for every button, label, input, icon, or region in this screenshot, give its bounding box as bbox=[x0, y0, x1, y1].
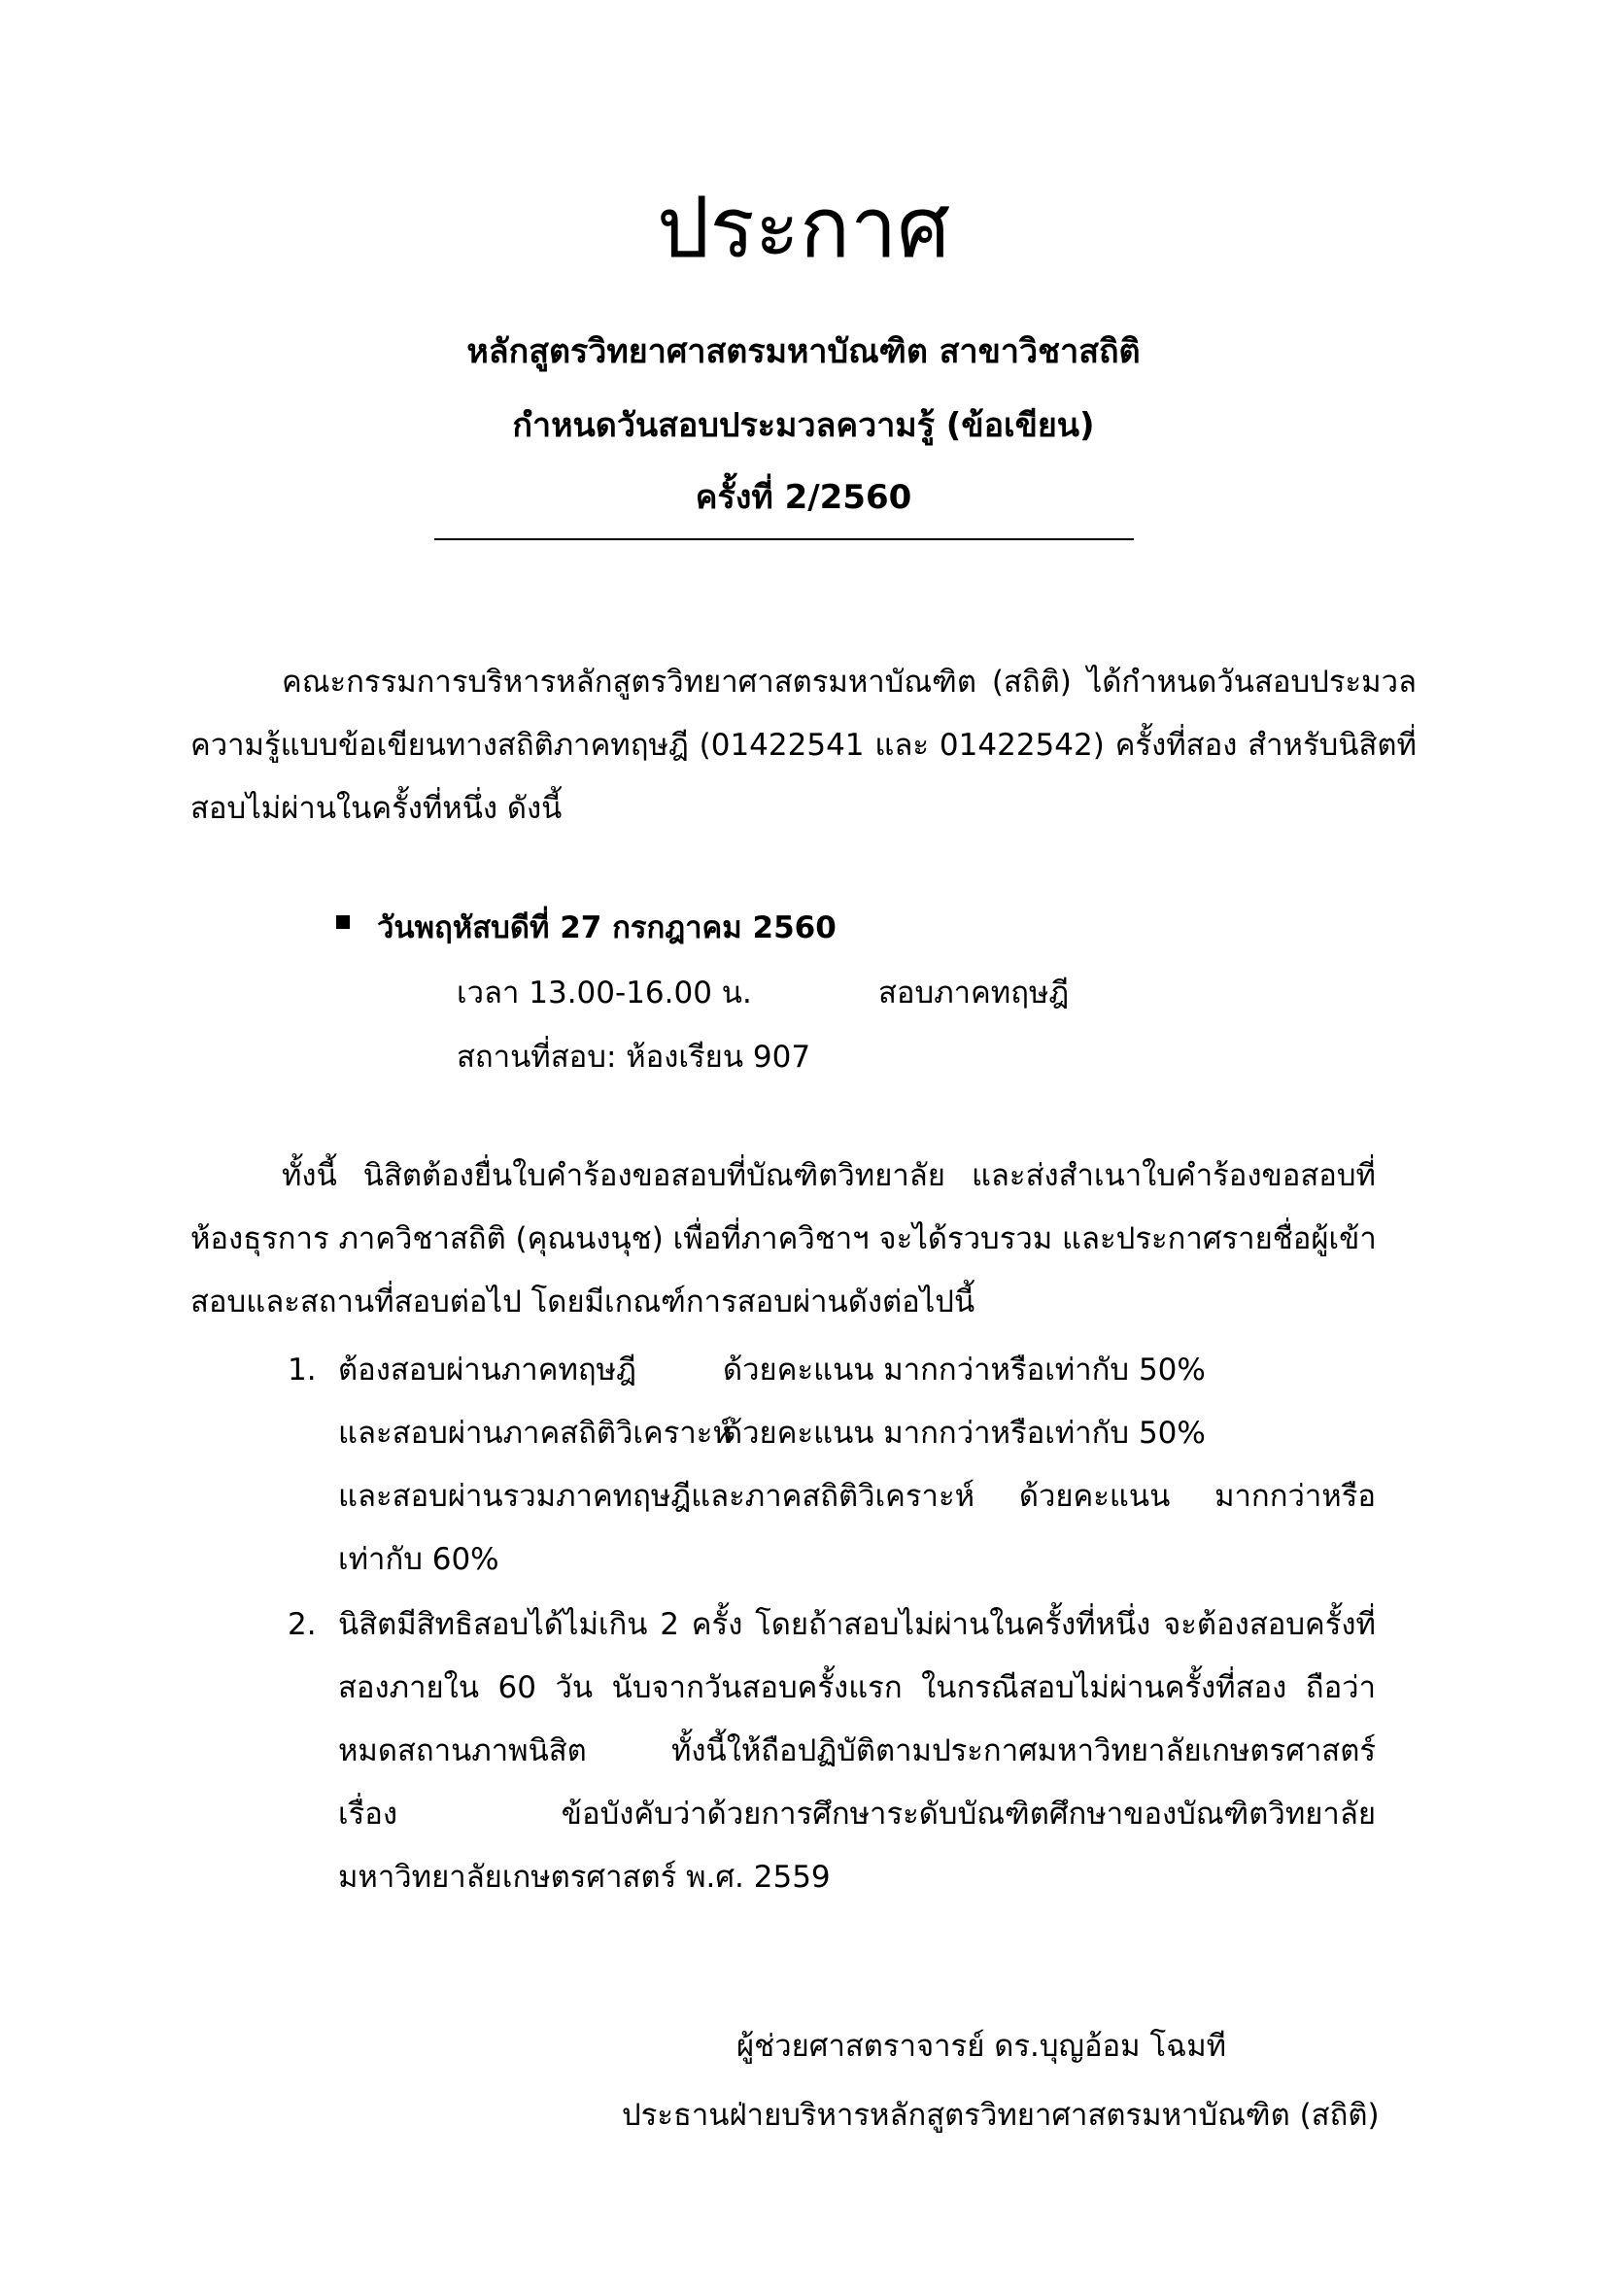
intro-line-3: สอบไม่ผ่านในครั้งที่หนึ่ง ดังนี้ bbox=[190, 791, 563, 826]
exam-date: วันพฤหัสบดีที่ 27 กรกฎาคม 2560 bbox=[377, 910, 837, 945]
criteria-2-line-5: มหาวิทยาลัยเกษตรศาสตร์ พ.ศ. 2559 bbox=[338, 1860, 831, 1895]
exam-time: เวลา 13.00-16.00 น. bbox=[457, 976, 752, 1011]
criteria-2-line-4: เรื่อง ข้อบังคับว่าด้วยการศึกษาระดับบัณฑิตศึกษาของบัณฑิตวิทยาลัย bbox=[338, 1797, 1376, 1832]
notice-line-2: ห้องธุรการ ภาควิชาสถิติ (คุณนงนุช) เพื่อที่ภาควิชาฯ จะได้รวบรวม และประกาศรายชื่อผู้เข้า bbox=[190, 1221, 1377, 1256]
criteria-1-line-2a: และสอบผ่านภาคสถิติวิเคราะห์ bbox=[338, 1416, 733, 1451]
criteria-number: 1. bbox=[288, 1353, 317, 1388]
notice-line-1: ทั้งนี้ นิสิตต้องยื่นใบคำร้องขอสอบที่บัณฑิตวิทยาลัย และส่งสำเนาใบคำร้องขอสอบที่ bbox=[282, 1158, 1376, 1193]
subtitle-exam: กำหนดวันสอบประมวลความรู้ (ข้อเขียน) bbox=[512, 406, 1095, 445]
signatory-name: ผู้ช่วยศาสตราจารย์ ดร.บุญอ้อม โฉมที bbox=[736, 2029, 1227, 2064]
exam-type: สอบภาคทฤษฎี bbox=[878, 976, 1070, 1011]
notice-line-3: สอบและสถานที่สอบต่อไป โดยมีเกณฑ์การสอบผ่านดังต่อไปนี้ bbox=[190, 1285, 975, 1319]
bullet-icon bbox=[336, 915, 350, 929]
criteria-1-line-2b: ด้วยคะแนน มากกว่าหรือเท่ากับ 50% bbox=[723, 1416, 1206, 1451]
signatory-position: ประธานฝ่ายบริหารหลักสูตรวิทยาศาสตรมหาบัณฑิต (สถิติ) bbox=[622, 2098, 1380, 2133]
criteria-number: 2. bbox=[288, 1607, 317, 1642]
title-divider bbox=[434, 538, 1134, 540]
criteria-1-line-1a: ต้องสอบผ่านภาคทฤษฎี bbox=[338, 1353, 636, 1388]
subtitle-program: หลักสูตรวิทยาศาสตรมหาบัณฑิต สาขาวิชาสถิติ bbox=[466, 332, 1141, 371]
criteria-1-line-1b: ด้วยคะแนน มากกว่าหรือเท่ากับ 50% bbox=[723, 1353, 1206, 1388]
criteria-1-line-4: เท่ากับ 60% bbox=[338, 1542, 499, 1577]
criteria-1-line-3: และสอบผ่านรวมภาคทฤษฎีและภาคสถิติวิเคราะห์ ด้วยคะแนน มากกว่าหรือ bbox=[338, 1479, 1376, 1514]
criteria-2-line-1: นิสิตมีสิทธิสอบได้ไม่เกิน 2 ครั้ง โดยถ้าสอบไม่ผ่านในครั้งที่หนึ่ง จะต้องสอบครั้งที่ bbox=[338, 1607, 1376, 1642]
exam-location: สถานที่สอบ: ห้องเรียน 907 bbox=[457, 1040, 811, 1075]
page-title: ประกาศ bbox=[657, 180, 950, 277]
criteria-2-line-3: หมดสถานภาพนิสิต ทั้งนี้ให้ถือปฏิบัติตามประกาศมหาวิทยาลัยเกษตรศาสตร์ bbox=[338, 1733, 1376, 1768]
criteria-2-line-2: สองภายใน 60 วัน นับจากวันสอบครั้งแรก ในกรณีสอบไม่ผ่านครั้งที่สอง ถือว่า bbox=[338, 1670, 1376, 1705]
intro-line-2: ความรู้แบบข้อเขียนทางสถิติภาคทฤษฎี (01422541 และ 01422542) ครั้งที่สอง สำหรับนิสิตที่ bbox=[190, 728, 1417, 763]
subtitle-round: ครั้งที่ 2/2560 bbox=[695, 478, 912, 517]
intro-line-1: คณะกรรมการบริหารหลักสูตรวิทยาศาสตรมหาบัณฑิต (สถิติ) ได้กำหนดวันสอบประมวล bbox=[282, 665, 1417, 700]
